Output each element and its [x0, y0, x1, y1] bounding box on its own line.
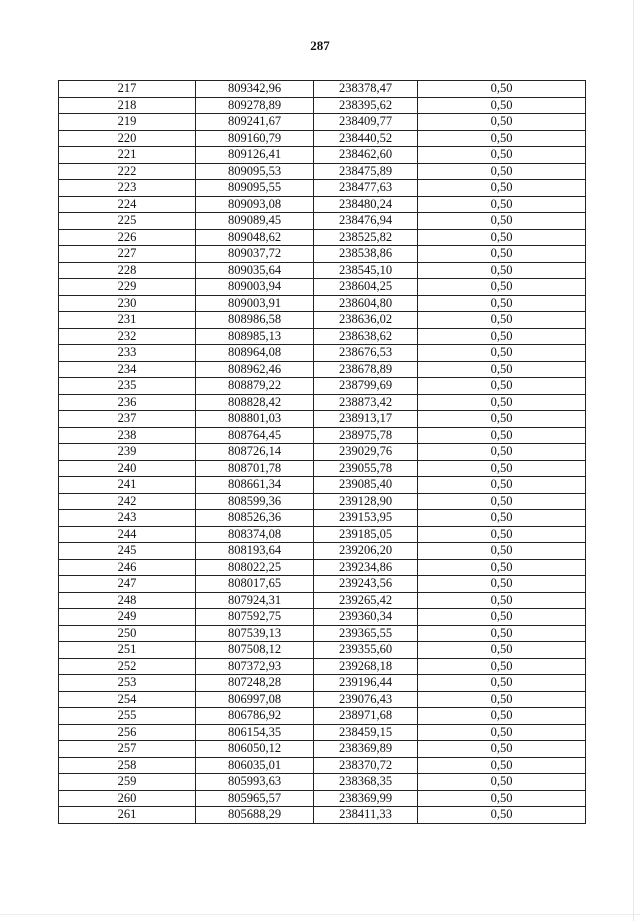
table-row — [59, 609, 586, 626]
accuracy-cell: 0,50 — [418, 543, 586, 560]
y-coordinate-cell: 238378,47 — [314, 81, 418, 98]
y-coordinate-cell: 238545,10 — [314, 262, 418, 279]
table-row — [59, 444, 586, 461]
table-row — [59, 543, 586, 560]
point-number-cell: 228 — [59, 262, 196, 279]
point-number-cell: 252 — [59, 658, 196, 675]
accuracy-cell: 0,50 — [418, 790, 586, 807]
table-row — [59, 328, 586, 345]
table-row — [59, 81, 586, 98]
scan-margin-line — [633, 0, 634, 921]
table-row — [59, 757, 586, 774]
point-number-cell: 261 — [59, 807, 196, 824]
point-number-cell: 238 — [59, 427, 196, 444]
accuracy-cell: 0,50 — [418, 774, 586, 791]
point-number-cell: 255 — [59, 708, 196, 725]
x-coordinate-cell: 809093,08 — [196, 196, 314, 213]
point-number-cell: 260 — [59, 790, 196, 807]
accuracy-cell: 0,50 — [418, 312, 586, 329]
accuracy-cell: 0,50 — [418, 196, 586, 213]
x-coordinate-cell: 807539,13 — [196, 625, 314, 642]
coordinates-table-body — [59, 81, 586, 824]
table-row — [59, 279, 586, 296]
x-coordinate-cell: 805688,29 — [196, 807, 314, 824]
table-row — [59, 790, 586, 807]
x-coordinate-cell: 808193,64 — [196, 543, 314, 560]
y-coordinate-cell: 239360,34 — [314, 609, 418, 626]
y-coordinate-cell: 238676,53 — [314, 345, 418, 362]
table-row — [59, 114, 586, 131]
x-coordinate-cell: 809160,79 — [196, 130, 314, 147]
point-number-cell: 250 — [59, 625, 196, 642]
table-row — [59, 559, 586, 576]
point-number-cell: 257 — [59, 741, 196, 758]
point-number-cell: 248 — [59, 592, 196, 609]
y-coordinate-cell: 238638,62 — [314, 328, 418, 345]
accuracy-cell: 0,50 — [418, 526, 586, 543]
y-coordinate-cell: 238395,62 — [314, 97, 418, 114]
y-coordinate-cell: 238476,94 — [314, 213, 418, 230]
point-number-cell: 241 — [59, 477, 196, 494]
accuracy-cell: 0,50 — [418, 609, 586, 626]
table-row — [59, 675, 586, 692]
y-coordinate-cell: 238369,89 — [314, 741, 418, 758]
y-coordinate-cell: 238678,89 — [314, 361, 418, 378]
accuracy-cell: 0,50 — [418, 741, 586, 758]
y-coordinate-cell: 238459,15 — [314, 724, 418, 741]
table-row — [59, 592, 586, 609]
accuracy-cell: 0,50 — [418, 295, 586, 312]
y-coordinate-cell: 238475,89 — [314, 163, 418, 180]
point-number-cell: 237 — [59, 411, 196, 428]
x-coordinate-cell: 809003,91 — [196, 295, 314, 312]
x-coordinate-cell: 808661,34 — [196, 477, 314, 494]
x-coordinate-cell: 808726,14 — [196, 444, 314, 461]
table-row — [59, 642, 586, 659]
x-coordinate-cell: 808017,65 — [196, 576, 314, 593]
table-row — [59, 130, 586, 147]
accuracy-cell: 0,50 — [418, 394, 586, 411]
accuracy-cell: 0,50 — [418, 328, 586, 345]
accuracy-cell: 0,50 — [418, 147, 586, 164]
table-row — [59, 97, 586, 114]
table-row — [59, 361, 586, 378]
y-coordinate-cell: 238477,63 — [314, 180, 418, 197]
x-coordinate-cell: 806786,92 — [196, 708, 314, 725]
accuracy-cell: 0,50 — [418, 642, 586, 659]
table-row — [59, 460, 586, 477]
x-coordinate-cell: 808962,46 — [196, 361, 314, 378]
accuracy-cell: 0,50 — [418, 477, 586, 494]
y-coordinate-cell: 239085,40 — [314, 477, 418, 494]
y-coordinate-cell: 239055,78 — [314, 460, 418, 477]
y-coordinate-cell: 238370,72 — [314, 757, 418, 774]
accuracy-cell: 0,50 — [418, 411, 586, 428]
coordinates-table — [58, 80, 586, 824]
y-coordinate-cell: 238411,33 — [314, 807, 418, 824]
y-coordinate-cell: 239355,60 — [314, 642, 418, 659]
x-coordinate-cell: 807372,93 — [196, 658, 314, 675]
x-coordinate-cell: 808022,25 — [196, 559, 314, 576]
accuracy-cell: 0,50 — [418, 658, 586, 675]
point-number-cell: 232 — [59, 328, 196, 345]
x-coordinate-cell: 808964,08 — [196, 345, 314, 362]
point-number-cell: 239 — [59, 444, 196, 461]
y-coordinate-cell: 239365,55 — [314, 625, 418, 642]
y-coordinate-cell: 238971,68 — [314, 708, 418, 725]
y-coordinate-cell: 239206,20 — [314, 543, 418, 560]
table-row — [59, 493, 586, 510]
x-coordinate-cell: 809048,62 — [196, 229, 314, 246]
x-coordinate-cell: 809126,41 — [196, 147, 314, 164]
x-coordinate-cell: 808764,45 — [196, 427, 314, 444]
accuracy-cell: 0,50 — [418, 163, 586, 180]
x-coordinate-cell: 808701,78 — [196, 460, 314, 477]
accuracy-cell: 0,50 — [418, 361, 586, 378]
point-number-cell: 218 — [59, 97, 196, 114]
x-coordinate-cell: 807508,12 — [196, 642, 314, 659]
accuracy-cell: 0,50 — [418, 262, 586, 279]
accuracy-cell: 0,50 — [418, 97, 586, 114]
table-row — [59, 526, 586, 543]
accuracy-cell: 0,50 — [418, 724, 586, 741]
accuracy-cell: 0,50 — [418, 757, 586, 774]
accuracy-cell: 0,50 — [418, 444, 586, 461]
x-coordinate-cell: 808879,22 — [196, 378, 314, 395]
y-coordinate-cell: 239234,86 — [314, 559, 418, 576]
accuracy-cell: 0,50 — [418, 81, 586, 98]
x-coordinate-cell: 808599,36 — [196, 493, 314, 510]
x-coordinate-cell: 809241,67 — [196, 114, 314, 131]
accuracy-cell: 0,50 — [418, 708, 586, 725]
table-row — [59, 262, 586, 279]
table-row — [59, 196, 586, 213]
y-coordinate-cell: 238369,99 — [314, 790, 418, 807]
point-number-cell: 242 — [59, 493, 196, 510]
y-coordinate-cell: 238409,77 — [314, 114, 418, 131]
y-coordinate-cell: 238913,17 — [314, 411, 418, 428]
point-number-cell: 220 — [59, 130, 196, 147]
y-coordinate-cell: 238604,80 — [314, 295, 418, 312]
accuracy-cell: 0,50 — [418, 675, 586, 692]
y-coordinate-cell: 239153,95 — [314, 510, 418, 527]
table-row — [59, 510, 586, 527]
table-row — [59, 213, 586, 230]
page-number: 287 — [310, 38, 330, 53]
x-coordinate-cell: 809037,72 — [196, 246, 314, 263]
x-coordinate-cell: 808986,58 — [196, 312, 314, 329]
y-coordinate-cell: 238368,35 — [314, 774, 418, 791]
x-coordinate-cell: 806154,35 — [196, 724, 314, 741]
accuracy-cell: 0,50 — [418, 625, 586, 642]
table-row — [59, 658, 586, 675]
table-row — [59, 246, 586, 263]
table-row — [59, 625, 586, 642]
point-number-cell: 235 — [59, 378, 196, 395]
table-row — [59, 411, 586, 428]
y-coordinate-cell: 239185,05 — [314, 526, 418, 543]
point-number-cell: 249 — [59, 609, 196, 626]
point-number-cell: 258 — [59, 757, 196, 774]
accuracy-cell: 0,50 — [418, 559, 586, 576]
point-number-cell: 229 — [59, 279, 196, 296]
x-coordinate-cell: 808526,36 — [196, 510, 314, 527]
y-coordinate-cell: 238480,24 — [314, 196, 418, 213]
x-coordinate-cell: 807592,75 — [196, 609, 314, 626]
y-coordinate-cell: 238525,82 — [314, 229, 418, 246]
table-row — [59, 477, 586, 494]
x-coordinate-cell: 806997,08 — [196, 691, 314, 708]
point-number-cell: 226 — [59, 229, 196, 246]
accuracy-cell: 0,50 — [418, 576, 586, 593]
point-number-cell: 243 — [59, 510, 196, 527]
point-number-cell: 253 — [59, 675, 196, 692]
accuracy-cell: 0,50 — [418, 345, 586, 362]
accuracy-cell: 0,50 — [418, 213, 586, 230]
point-number-cell: 217 — [59, 81, 196, 98]
table-row — [59, 774, 586, 791]
point-number-cell: 223 — [59, 180, 196, 197]
table-row — [59, 708, 586, 725]
y-coordinate-cell: 239076,43 — [314, 691, 418, 708]
x-coordinate-cell: 809089,45 — [196, 213, 314, 230]
table-row — [59, 576, 586, 593]
y-coordinate-cell: 239265,42 — [314, 592, 418, 609]
accuracy-cell: 0,50 — [418, 279, 586, 296]
table-row — [59, 427, 586, 444]
x-coordinate-cell: 808828,42 — [196, 394, 314, 411]
point-number-cell: 230 — [59, 295, 196, 312]
accuracy-cell: 0,50 — [418, 460, 586, 477]
point-number-cell: 256 — [59, 724, 196, 741]
y-coordinate-cell: 238636,02 — [314, 312, 418, 329]
accuracy-cell: 0,50 — [418, 114, 586, 131]
y-coordinate-cell: 239243,56 — [314, 576, 418, 593]
x-coordinate-cell: 808985,13 — [196, 328, 314, 345]
x-coordinate-cell: 809035,64 — [196, 262, 314, 279]
x-coordinate-cell: 809095,55 — [196, 180, 314, 197]
point-number-cell: 222 — [59, 163, 196, 180]
x-coordinate-cell: 806050,12 — [196, 741, 314, 758]
point-number-cell: 224 — [59, 196, 196, 213]
x-coordinate-cell: 805965,57 — [196, 790, 314, 807]
y-coordinate-cell: 239029,76 — [314, 444, 418, 461]
y-coordinate-cell: 238462,60 — [314, 147, 418, 164]
y-coordinate-cell: 238440,52 — [314, 130, 418, 147]
accuracy-cell: 0,50 — [418, 510, 586, 527]
point-number-cell: 259 — [59, 774, 196, 791]
point-number-cell: 244 — [59, 526, 196, 543]
table-row — [59, 229, 586, 246]
table-row — [59, 394, 586, 411]
table-row — [59, 295, 586, 312]
x-coordinate-cell: 809003,94 — [196, 279, 314, 296]
accuracy-cell: 0,50 — [418, 427, 586, 444]
y-coordinate-cell: 238799,69 — [314, 378, 418, 395]
point-number-cell: 234 — [59, 361, 196, 378]
y-coordinate-cell: 239268,18 — [314, 658, 418, 675]
accuracy-cell: 0,50 — [418, 592, 586, 609]
accuracy-cell: 0,50 — [418, 229, 586, 246]
table-row — [59, 807, 586, 824]
accuracy-cell: 0,50 — [418, 130, 586, 147]
table-row — [59, 345, 586, 362]
point-number-cell: 231 — [59, 312, 196, 329]
x-coordinate-cell: 805993,63 — [196, 774, 314, 791]
accuracy-cell: 0,50 — [418, 493, 586, 510]
table-row — [59, 691, 586, 708]
table-row — [59, 163, 586, 180]
point-number-cell: 240 — [59, 460, 196, 477]
x-coordinate-cell: 808801,03 — [196, 411, 314, 428]
point-number-cell: 225 — [59, 213, 196, 230]
point-number-cell: 245 — [59, 543, 196, 560]
y-coordinate-cell: 239196,44 — [314, 675, 418, 692]
y-coordinate-cell: 238975,78 — [314, 427, 418, 444]
x-coordinate-cell: 809095,53 — [196, 163, 314, 180]
point-number-cell: 227 — [59, 246, 196, 263]
x-coordinate-cell: 809278,89 — [196, 97, 314, 114]
x-coordinate-cell: 807248,28 — [196, 675, 314, 692]
scan-bottom-line — [0, 914, 640, 915]
accuracy-cell: 0,50 — [418, 180, 586, 197]
x-coordinate-cell: 808374,08 — [196, 526, 314, 543]
point-number-cell: 221 — [59, 147, 196, 164]
y-coordinate-cell: 238604,25 — [314, 279, 418, 296]
table-row — [59, 312, 586, 329]
x-coordinate-cell: 806035,01 — [196, 757, 314, 774]
table-row — [59, 724, 586, 741]
table-row — [59, 378, 586, 395]
x-coordinate-cell: 807924,31 — [196, 592, 314, 609]
point-number-cell: 246 — [59, 559, 196, 576]
accuracy-cell: 0,50 — [418, 378, 586, 395]
point-number-cell: 233 — [59, 345, 196, 362]
point-number-cell: 219 — [59, 114, 196, 131]
point-number-cell: 254 — [59, 691, 196, 708]
y-coordinate-cell: 238873,42 — [314, 394, 418, 411]
point-number-cell: 236 — [59, 394, 196, 411]
point-number-cell: 247 — [59, 576, 196, 593]
point-number-cell: 251 — [59, 642, 196, 659]
accuracy-cell: 0,50 — [418, 807, 586, 824]
y-coordinate-cell: 238538,86 — [314, 246, 418, 263]
table-row — [59, 741, 586, 758]
table-row — [59, 180, 586, 197]
y-coordinate-cell: 239128,90 — [314, 493, 418, 510]
table-row — [59, 147, 586, 164]
accuracy-cell: 0,50 — [418, 691, 586, 708]
x-coordinate-cell: 809342,96 — [196, 81, 314, 98]
accuracy-cell: 0,50 — [418, 246, 586, 263]
